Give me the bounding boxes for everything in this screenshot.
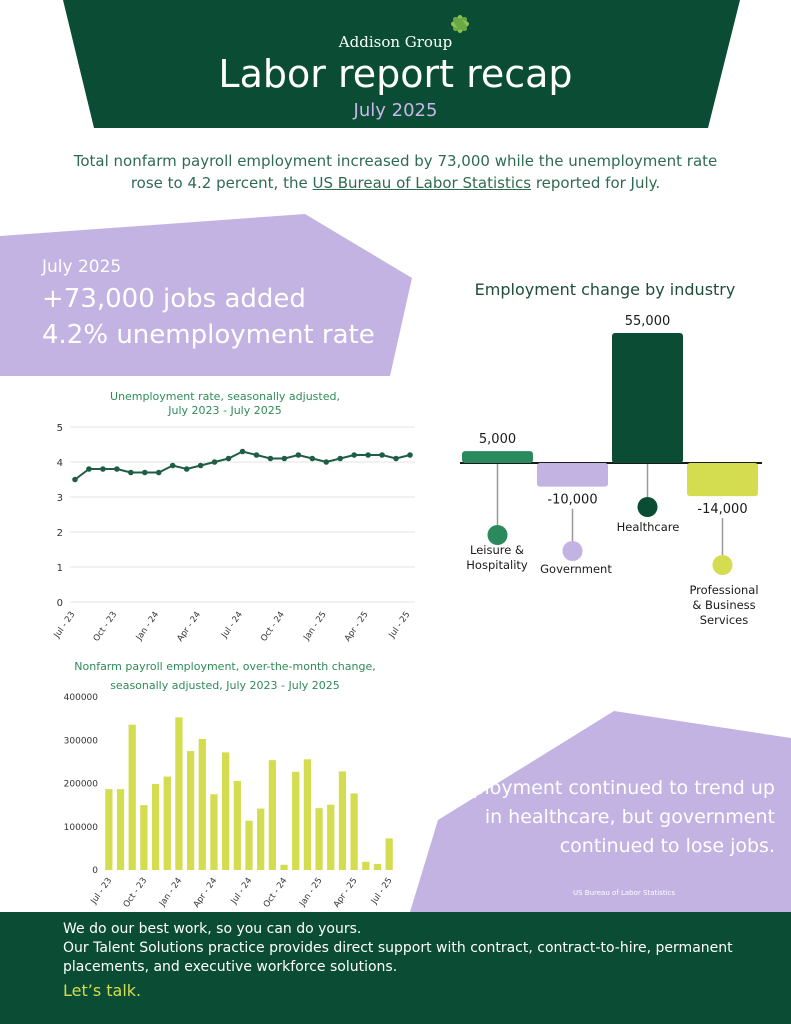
bar: [315, 808, 322, 870]
callout-rate: 4.2% unemployment rate: [42, 320, 375, 350]
bar: [257, 809, 264, 870]
data-point: [254, 452, 260, 458]
x-tick-label: Jul - 25: [369, 875, 395, 906]
data-point: [156, 470, 162, 476]
industry-category-label: & Business: [692, 598, 756, 612]
industry-marker: [563, 541, 583, 561]
industry-category-label: Professional: [689, 583, 759, 597]
data-point: [226, 456, 232, 462]
page-title: Labor report recap: [218, 52, 573, 96]
industry-value-label: 55,000: [624, 314, 671, 329]
footer-text: [63, 920, 791, 977]
line-chart-title-2: July 2023 - July 2025: [168, 404, 282, 417]
bar: [222, 752, 229, 870]
bar: [187, 751, 194, 870]
industry-bar: [687, 463, 758, 496]
source-note: US Bureau of Labor Statistics: [573, 889, 676, 897]
y-tick-label: 5: [56, 423, 63, 434]
x-tick-label: Apr - 24: [191, 875, 220, 910]
x-tick-label: Oct - 24: [259, 609, 287, 644]
y-tick-label: 200000: [63, 779, 98, 790]
footer-line-2: Our Talent Solutions practice provides direct support with contract, contract-to-hire, permanent placements, and executive workforce solutions.: [63, 940, 733, 975]
y-tick-label: 2: [56, 528, 63, 539]
callout-jobs: +73,000 jobs added: [42, 284, 306, 314]
x-tick-label: Jan - 24: [157, 875, 185, 909]
data-point: [72, 477, 78, 483]
x-tick-label: Apr - 25: [331, 875, 360, 910]
y-tick-label: 1: [56, 563, 63, 574]
data-point: [268, 456, 274, 462]
bar: [129, 725, 136, 870]
data-point: [309, 456, 315, 462]
callout-date: July 2025: [42, 257, 122, 277]
bls-link[interactable]: US Bureau of Labor Statistics: [312, 174, 532, 192]
data-point: [379, 452, 385, 458]
x-tick-label: Jul - 23: [89, 875, 115, 906]
x-tick-label: Jul - 24: [219, 609, 245, 640]
industry-category-label: Healthcare: [616, 520, 680, 534]
industry-marker: [488, 525, 508, 545]
bar: [164, 777, 171, 870]
industry-category-label: Government: [540, 562, 612, 576]
y-tick-label: 4: [56, 458, 63, 469]
x-tick-label: Apr - 25: [342, 609, 371, 644]
x-tick-label: Oct - 23: [121, 875, 150, 910]
x-tick-label: Oct - 23: [91, 609, 120, 644]
y-tick-label: 0: [56, 598, 63, 609]
x-tick-label: Jul - 24: [229, 875, 255, 906]
bar: [280, 865, 287, 870]
page-subtitle: July 2025: [353, 100, 438, 121]
data-point: [240, 449, 246, 455]
bar: [210, 794, 217, 870]
lets-talk-link[interactable]: Let’s talk.: [63, 981, 142, 1000]
data-point: [337, 456, 343, 462]
footer-line-1: We do our best work, so you can do yours.: [63, 921, 362, 937]
data-point: [365, 452, 371, 458]
bar: [199, 739, 206, 870]
x-tick-label: Jul - 25: [387, 609, 413, 640]
x-tick-label: Jan - 25: [297, 875, 325, 909]
y-tick-label: 0: [92, 866, 98, 876]
data-point: [296, 452, 302, 458]
x-tick-label: Jan - 24: [134, 609, 162, 643]
bar: [175, 717, 182, 870]
line-series: [75, 452, 410, 480]
x-tick-label: Jan - 25: [301, 609, 329, 643]
x-tick-label: Oct - 24: [261, 875, 290, 910]
data-point: [114, 466, 120, 472]
data-point: [198, 463, 204, 469]
industry-marker: [638, 497, 658, 517]
data-point: [170, 463, 176, 469]
bar: [362, 862, 369, 870]
x-tick-label: Jul - 23: [52, 609, 78, 640]
bar: [245, 821, 252, 870]
bar: [350, 793, 357, 870]
industry-value-label: -10,000: [547, 492, 598, 508]
x-tick-label: Apr - 24: [175, 609, 204, 644]
bar: [105, 789, 112, 870]
bar: [374, 864, 381, 870]
industry-bar: [462, 451, 533, 463]
bar-chart-title-2: seasonally adjusted, July 2023 - July 2025: [110, 679, 340, 692]
bar: [386, 838, 393, 870]
y-tick-label: 3: [56, 493, 63, 504]
data-point: [128, 470, 134, 476]
y-tick-label: 100000: [63, 822, 98, 833]
data-point: [393, 456, 399, 462]
industry-bar-chart: [440, 300, 791, 640]
industry-chart-title: Employment change by industry: [474, 280, 736, 299]
data-point: [142, 470, 148, 476]
data-point: [407, 452, 413, 458]
intro-text-start: Total nonfarm payroll employment increased by 73,000 while the unemployment rate rose to 4.2 percent, the: [73, 152, 718, 192]
industry-category-label: Hospitality: [466, 558, 528, 572]
y-tick-label: 400000: [63, 693, 98, 703]
industry-category-label: Services: [699, 613, 749, 627]
y-tick-label: 300000: [63, 736, 98, 747]
bar: [327, 805, 334, 870]
bar: [339, 771, 346, 870]
industry-value-label: -14,000: [697, 502, 748, 518]
bar: [234, 781, 241, 870]
industry-value-label: 5,000: [478, 432, 517, 448]
data-point: [323, 459, 329, 465]
brand-name: Addison Group: [338, 33, 453, 51]
data-point: [282, 456, 288, 462]
bar-chart-title-1: Nonfarm payroll employment, over-the-month change,: [74, 660, 376, 673]
healthcare-statement: Employment continued to trend up in healthcare, but government continued to lose jobs.: [441, 777, 775, 857]
unemployment-line-chart: [40, 385, 420, 650]
bar: [304, 759, 311, 870]
data-point: [86, 466, 92, 472]
bar: [269, 760, 276, 870]
data-point: [184, 466, 190, 472]
data-point: [212, 459, 218, 465]
data-point: [351, 452, 357, 458]
industry-marker: [713, 555, 733, 575]
line-chart-title-1: Unemployment rate, seasonally adjusted,: [110, 390, 340, 403]
bar: [117, 789, 124, 870]
data-point: [100, 466, 106, 472]
intro-text-end: reported for July.: [531, 174, 661, 192]
bar: [152, 784, 159, 870]
payroll-bar-chart: [40, 655, 420, 910]
industry-bar: [537, 463, 608, 487]
bar: [140, 805, 147, 870]
industry-bar: [612, 333, 683, 463]
industry-category-label: Leisure &: [470, 543, 524, 557]
bar: [292, 772, 299, 870]
